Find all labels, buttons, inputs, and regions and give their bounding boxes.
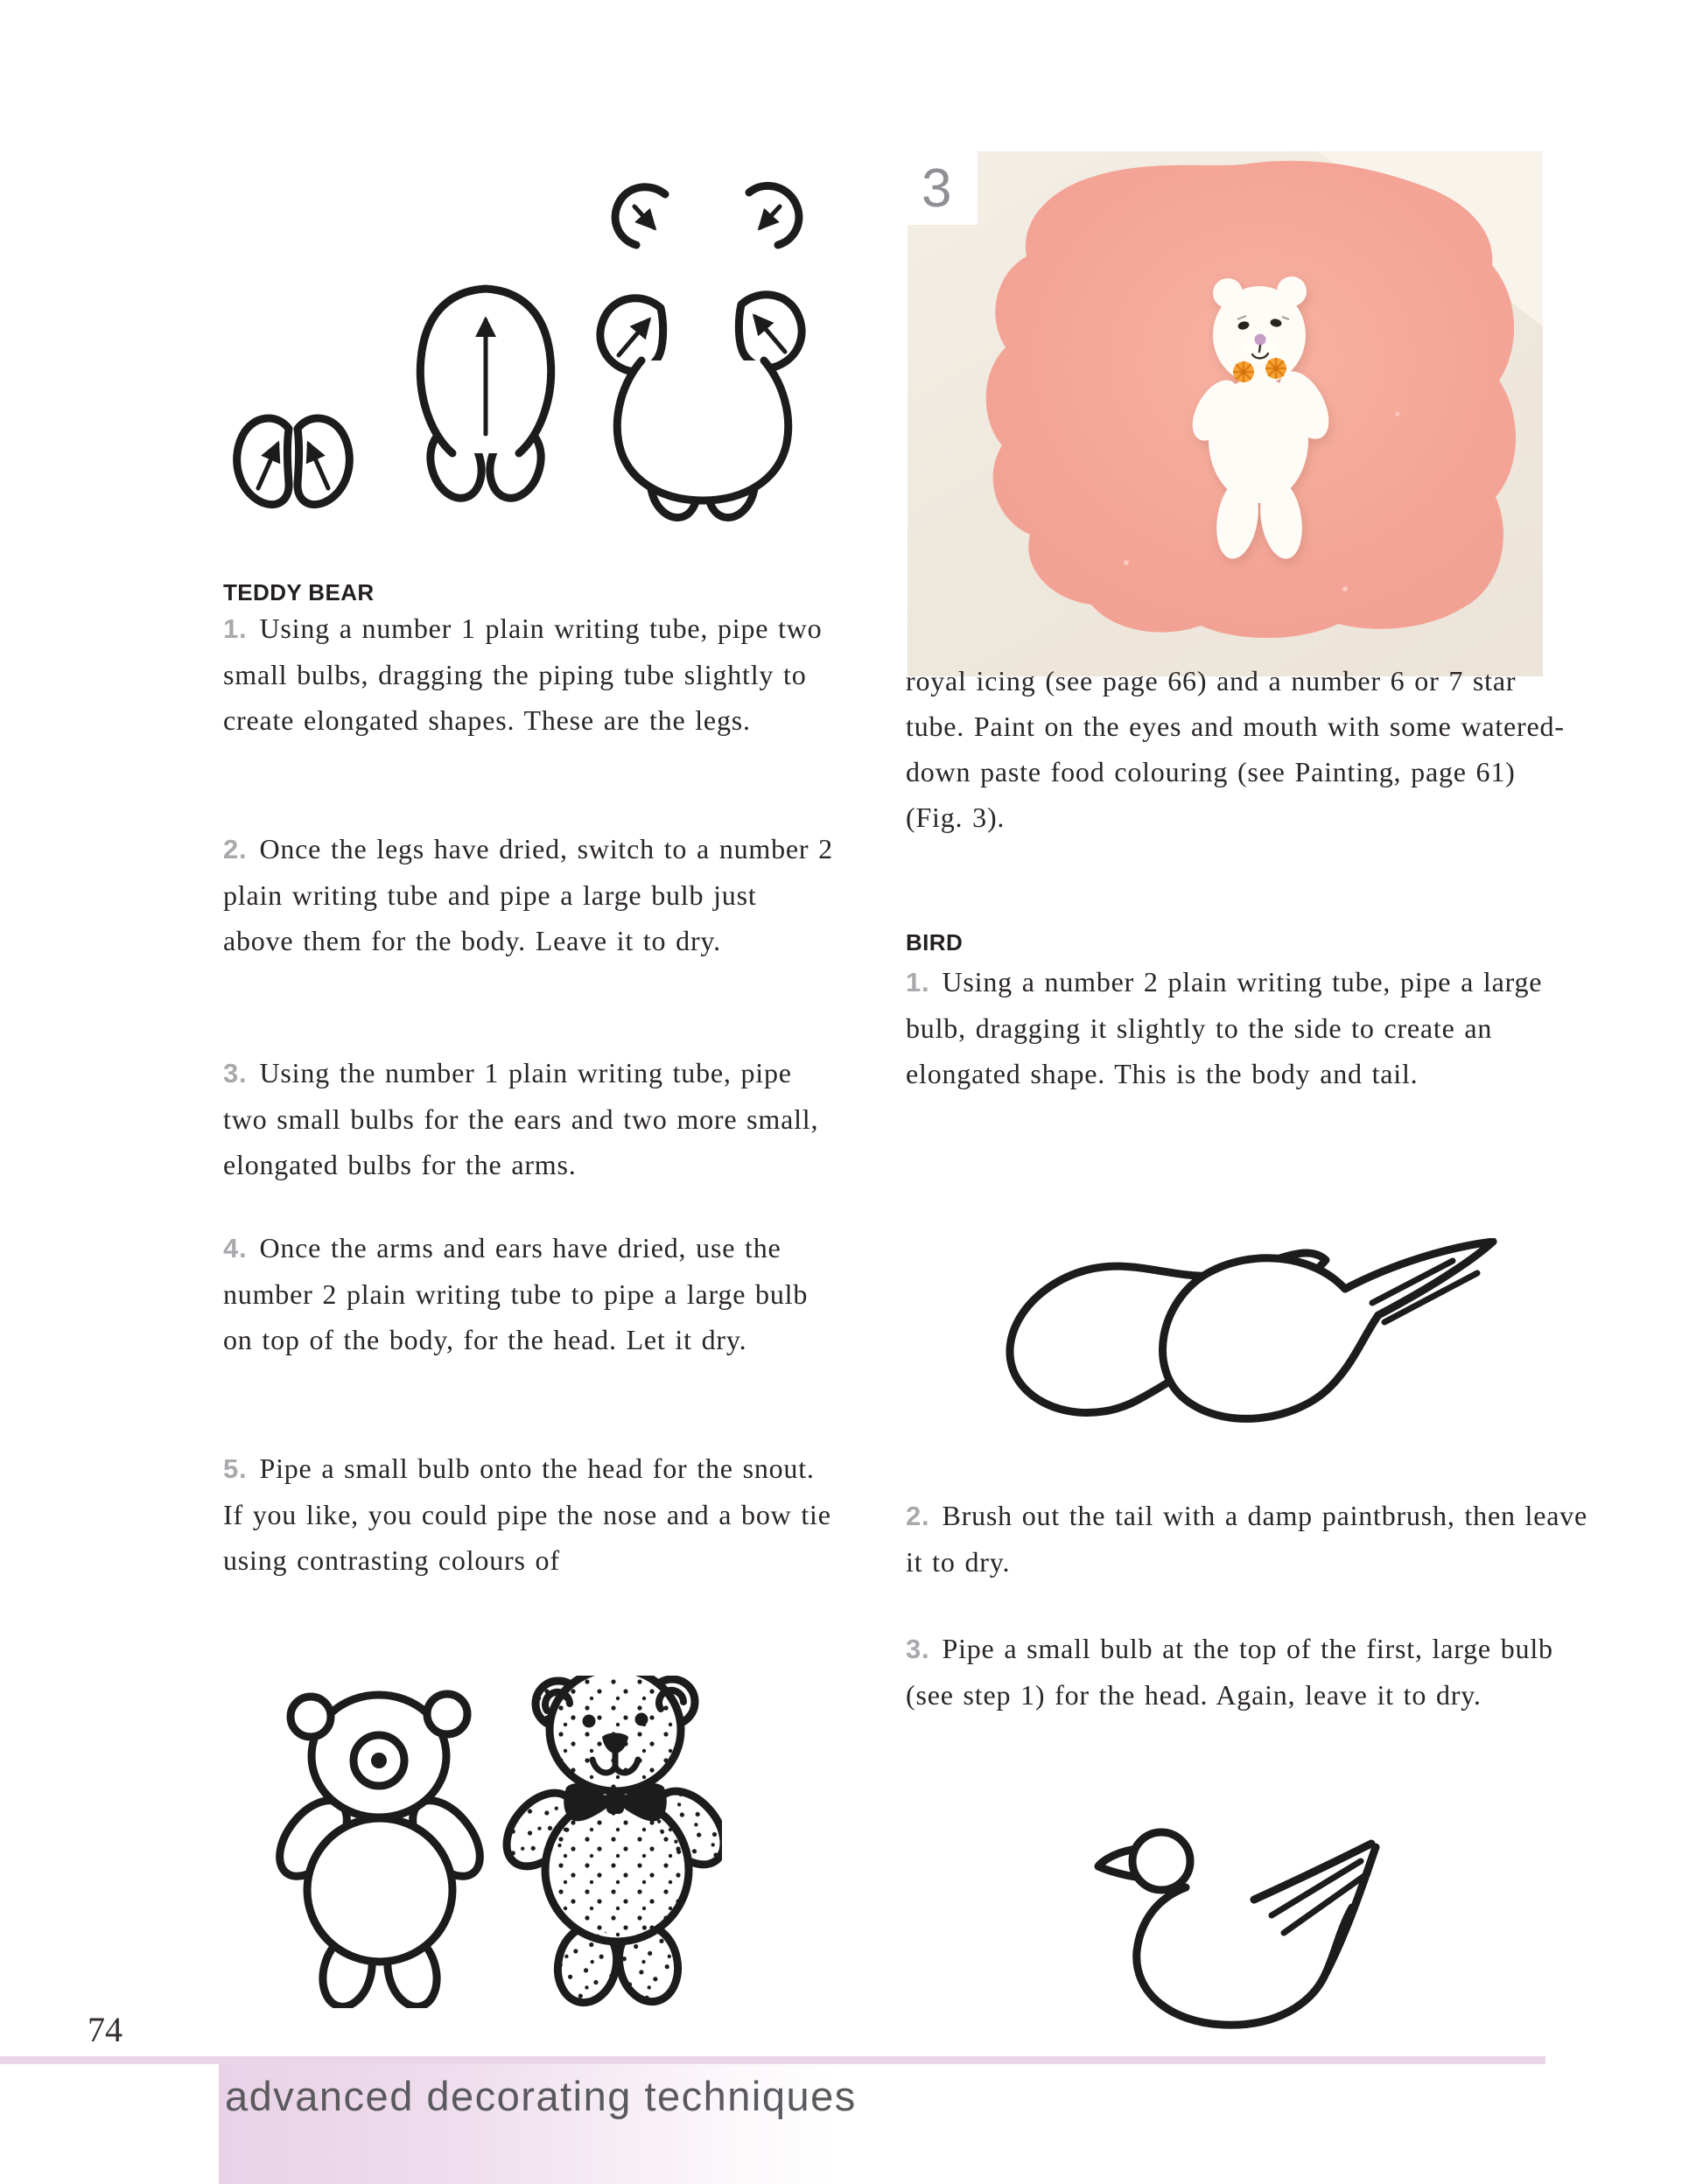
teddy-step-4 [223,1225,836,1362]
teddy-bear-heading: TEDDY BEAR [223,579,375,606]
step-text: Using a number 1 plain writing tube, pipe two small bulbs, dragging the piping tube slightly to create elongated shapes. These are the legs. [223,612,823,736]
finished-teddy-drawings [267,1676,722,2008]
step-number: 3. [906,1634,930,1664]
rotation-arrow-icon [749,186,799,245]
step-text: Pipe a small bulb onto the head for the snout. If you like, you could pipe the nose and a bow tie using contrasting colours of [223,1452,831,1576]
step-text: Once the arms and ears have dried, use the number 2 plain writing tube to pipe a large bulb on top of the body, for the head. Let it dry. [223,1232,809,1355]
page-number: 74 [88,2010,123,2049]
teddy-bear-photo [908,151,1543,676]
footer-rule [0,2056,1545,2064]
teddy-outline-stippled [493,1676,722,2008]
bird-step-1 [906,959,1588,1096]
step-number: 1. [906,967,930,998]
teddy-body [1209,377,1308,503]
step-text: Brush out the tail with a damp paintbrush, then leave it to dry. [906,1500,1588,1578]
step-text: Pipe a small bulb at the top of the first, large bulb (see step 1) for the head. Again, leave it to dry. [906,1633,1553,1711]
step-number: 2. [223,834,248,864]
teddy-nose [1255,334,1266,346]
teddy-ear [427,1694,467,1734]
step-number: 2. [906,1501,930,1531]
teddy-body [307,1818,452,1962]
teddy-outline-plain [267,1694,494,2008]
step-number: 3. [223,1058,248,1088]
bird-step-3 [906,1626,1588,1718]
legs-step-drawing [237,418,350,504]
teddy-continuation-paragraph: royal icing (see page 66) and a number 6 or 7 star tube. Paint on the eyes and mouth with some watered-down paste food colouring (see Painting, page 61) (Fig. 3). [906,665,1565,833]
bird-bulb-brushed-tail [1163,1242,1493,1418]
step-text: Once the legs have dried, switch to a number 2 plain writing tube and pipe a large bulb just above them for the body. Leave it to dry. [223,833,833,956]
step-text: Using the number 1 plain writing tube, pipe two small bulbs for the ears and two more small, elongated bulbs for the arms. [223,1057,819,1180]
figure-number: 3 [922,158,952,219]
step-number: 5. [223,1453,248,1484]
teddy-step-5 [223,1446,836,1583]
bird-heading: BIRD [906,929,964,956]
step-number: 4. [223,1233,248,1264]
teddy-step-1 [223,606,836,743]
step-text: Using a number 2 plain writing tube, pipe a large bulb, dragging it slightly to the side to create an elongated shape. This is the body and tail. [906,966,1543,1089]
bird-head [1132,1832,1190,1890]
rotation-arrow-icon [615,187,665,245]
teddy-nose-dot [375,1757,383,1765]
bird-step-2 [906,1493,1588,1585]
teddy-ear [291,1697,331,1737]
teddy-step-3 [223,1050,836,1187]
ears-arms-step-drawing [600,186,802,522]
footer-chapter-title: advanced decorating techniques [225,2073,857,2119]
figure-label [908,151,978,225]
teddy-piping-steps-diagram [223,175,818,534]
teddy-step-2 [223,826,836,963]
photo-illustration [908,151,1543,676]
bird-body-step-drawing [963,1238,1540,1431]
bird-complete-drawing [1063,1824,1413,2087]
step-number: 1. [223,613,248,644]
body-step-drawing [420,289,550,504]
